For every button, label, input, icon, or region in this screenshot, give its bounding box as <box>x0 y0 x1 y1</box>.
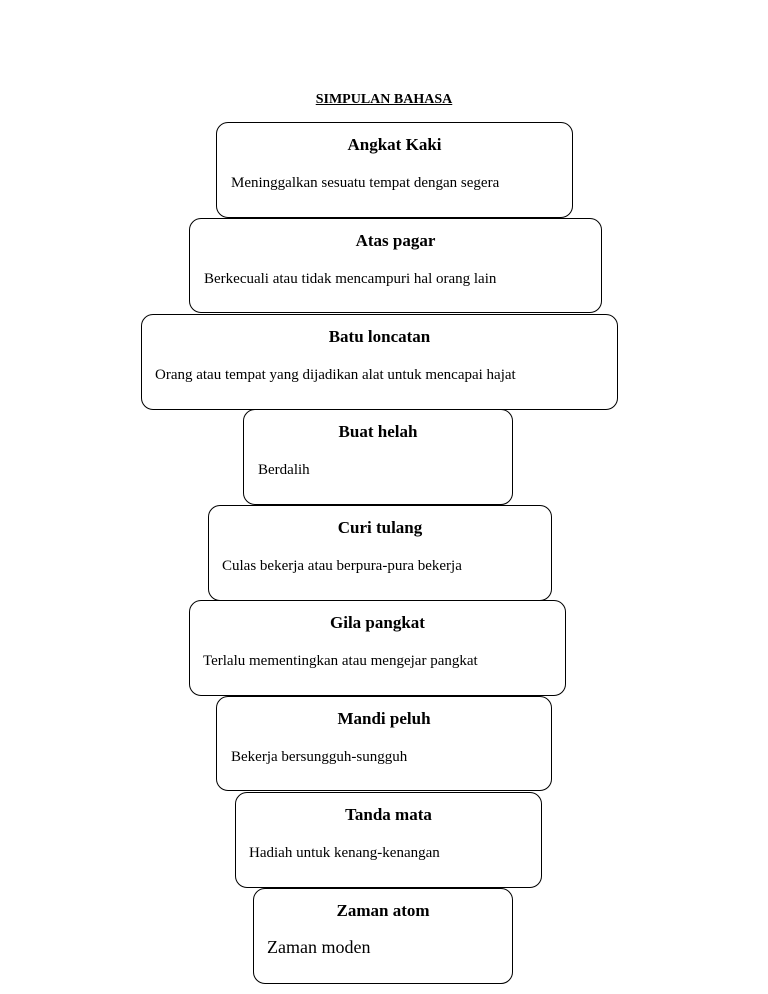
idiom-meaning: Culas bekerja atau berpura-pura bekerja <box>222 558 462 574</box>
idiom-box <box>208 505 552 601</box>
idiom-meaning: Terlalu mementingkan atau mengejar pangkat <box>203 653 478 669</box>
idiom-meaning: Hadiah untuk kenang-kenangan <box>249 845 440 861</box>
idiom-meaning: Berdalih <box>258 462 310 478</box>
idiom-box <box>141 314 618 410</box>
idiom-term: Gila pangkat <box>330 613 425 632</box>
idiom-meaning: Bekerja bersungguh-sungguh <box>231 749 408 765</box>
idiom-box <box>235 792 542 888</box>
idiom-meaning: Meninggalkan sesuatu tempat dengan segera <box>231 175 500 191</box>
idiom-term: Curi tulang <box>337 518 423 537</box>
idiom-term: Mandi peluh <box>337 709 431 728</box>
idiom-term: Zaman atom <box>336 901 430 920</box>
idiom-box <box>243 409 513 505</box>
page-title: SIMPULAN BAHASA <box>315 92 453 107</box>
idiom-box <box>189 218 602 313</box>
idiom-term: Batu loncatan <box>328 327 431 346</box>
idiom-term: Angkat Kaki <box>347 135 442 154</box>
idiom-box <box>216 696 552 791</box>
idiom-meaning: Berkecuali atau tidak mencampuri hal orang lain <box>204 271 497 287</box>
idiom-term: Buat helah <box>338 422 418 441</box>
idiom-meaning: Zaman moden <box>267 937 371 957</box>
idiom-box <box>253 888 513 984</box>
idiom-box <box>216 122 573 218</box>
idiom-meaning: Orang atau tempat yang dijadikan alat untuk mencapai hajat <box>155 367 516 383</box>
idiom-box <box>189 600 566 696</box>
idiom-term: Tanda mata <box>345 805 432 824</box>
idiom-term: Atas pagar <box>355 231 436 250</box>
